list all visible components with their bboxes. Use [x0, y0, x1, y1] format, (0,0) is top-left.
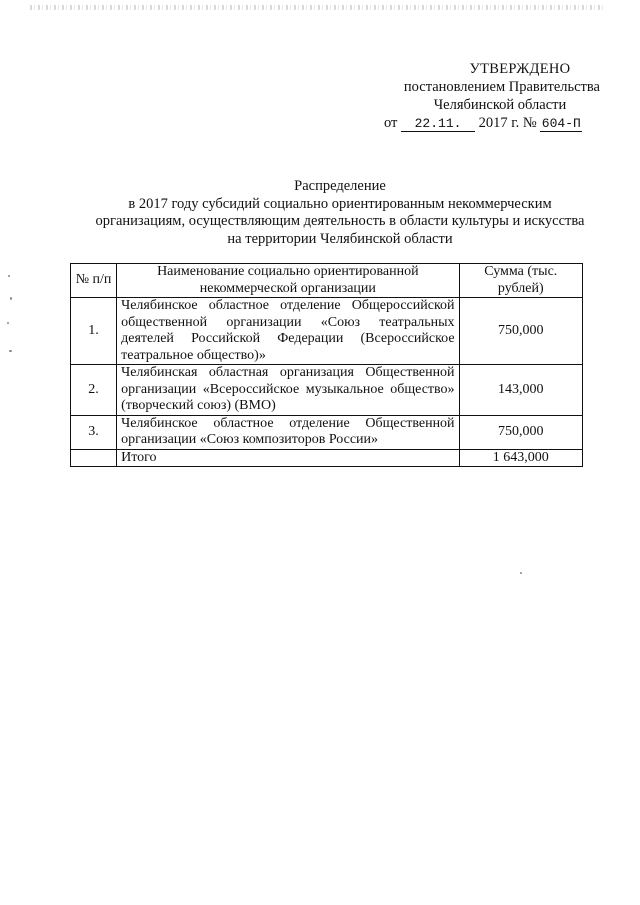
distribution-table: [70, 263, 583, 467]
title-line-1: Распределение: [294, 178, 386, 194]
row-organization: Челябинское областное отделение Общественной организации «Союз композиторов России»: [117, 415, 459, 449]
title-line-4: на территории Челябинской области: [227, 230, 453, 247]
header-num: № п/п: [71, 264, 117, 298]
row-sum: 750,000: [459, 415, 582, 449]
decree-prefix: от: [384, 115, 398, 131]
decree-year: 2017 г. №: [478, 115, 537, 131]
decree-number: 604-П: [541, 116, 581, 131]
decree-reference: [370, 114, 600, 132]
scan-speck: [8, 275, 10, 277]
title-line-3: организациям, осуществляющим деятельность в области культуры и искусства: [95, 213, 585, 229]
row-organization: Челябинская областная организация Общественной организации «Всероссийское музыкальное общество» (творческий союз) (ВМО): [117, 365, 459, 416]
table-row: [71, 415, 583, 449]
approval-line-1: постановлением Правительства: [403, 79, 600, 95]
table-row: [71, 365, 583, 416]
approval-line-2: Челябинской области: [433, 97, 567, 113]
decree-date: 22.11.: [401, 116, 475, 132]
total-sum: 1 643,000: [459, 449, 582, 467]
table-total-row: [71, 449, 583, 467]
total-num: [71, 449, 117, 467]
approval-stamp-block: [370, 60, 600, 132]
table-row: [71, 298, 583, 365]
table-header-row: [71, 264, 583, 298]
document-title: [80, 178, 600, 248]
approval-heading: УТВЕРЖДЕНО: [469, 61, 571, 77]
row-sum: 143,000: [459, 365, 582, 416]
row-num: 2.: [71, 365, 117, 416]
header-sum: Сумма (тыс. рублей): [459, 264, 582, 298]
header-name: Наименование социально ориентированной некоммерческой организации: [117, 264, 459, 298]
scan-artifact-top: [30, 5, 605, 10]
scan-speck: [520, 572, 522, 574]
row-num: 1.: [71, 298, 117, 365]
title-line-2: в 2017 году субсидий социально ориентированным некоммерческим: [128, 195, 552, 212]
scan-speck: [10, 297, 12, 300]
total-label: Итого: [117, 449, 459, 467]
row-sum: 750,000: [459, 298, 582, 365]
scan-speck: [7, 322, 9, 324]
row-organization: Челябинское областное отделение Общероссийской общественной организации «Союз театральных деятелей Российской Федерации (Всероссийское театральное общество)»: [117, 298, 459, 365]
scan-speck: [9, 350, 12, 352]
row-num: 3.: [71, 415, 117, 449]
